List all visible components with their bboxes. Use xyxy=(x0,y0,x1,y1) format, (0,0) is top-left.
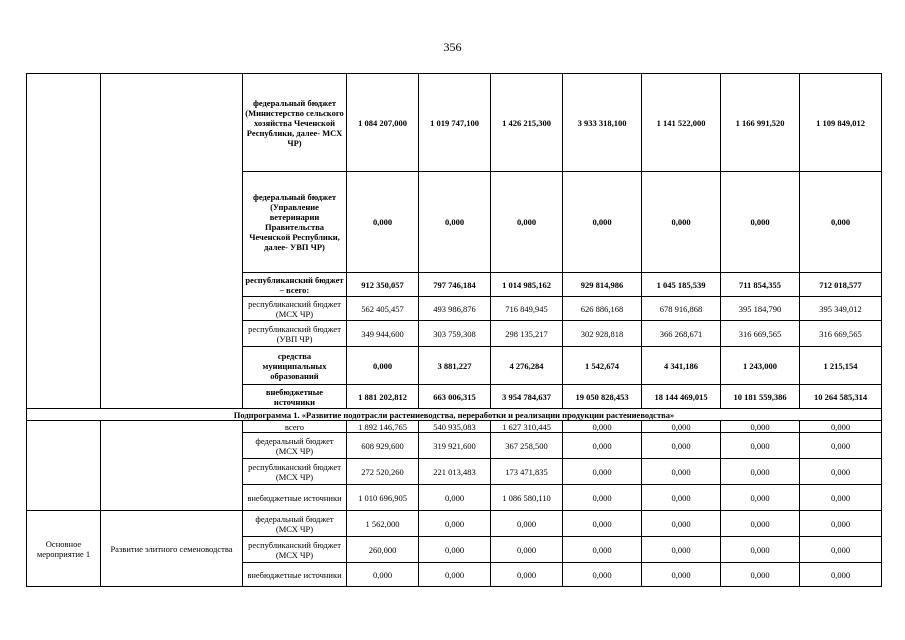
value-cell: 0,000 xyxy=(642,537,721,563)
value-cell: 0,000 xyxy=(563,511,642,537)
source-label: республиканский бюджет – всего: xyxy=(243,273,347,297)
source-label: федеральный бюджет (Управление ветеринарии Правительства Чеченской Республики, далее- УВП ЧР) xyxy=(243,172,347,273)
value-cell: 0,000 xyxy=(563,537,642,563)
value-cell: 0,000 xyxy=(800,511,882,537)
value-cell: 319 921,600 xyxy=(419,433,491,459)
value-cell: 1 086 580,110 xyxy=(491,485,563,511)
value-cell: 4 341,186 xyxy=(642,347,721,385)
value-cell: 711 854,355 xyxy=(721,273,800,297)
value-cell: 716 849,945 xyxy=(491,297,563,321)
value-cell: 1 019 747,100 xyxy=(419,74,491,172)
value-cell: 395 184,790 xyxy=(721,297,800,321)
value-cell: 1 014 985,162 xyxy=(491,273,563,297)
value-cell: 0,000 xyxy=(491,537,563,563)
value-cell: 19 050 828,453 xyxy=(563,385,642,409)
value-cell: 1 243,000 xyxy=(721,347,800,385)
budget-table xyxy=(26,73,882,587)
value-cell: 562 405,457 xyxy=(347,297,419,321)
value-cell: 1 627 310,445 xyxy=(491,421,563,433)
value-cell: 3 954 784,637 xyxy=(491,385,563,409)
value-cell: 0,000 xyxy=(721,433,800,459)
value-cell: 0,000 xyxy=(800,459,882,485)
value-cell: 493 986,876 xyxy=(419,297,491,321)
value-cell: 316 669,565 xyxy=(721,321,800,347)
value-cell: 0,000 xyxy=(563,172,642,273)
value-cell: 0,000 xyxy=(491,563,563,587)
value-cell: 366 268,671 xyxy=(642,321,721,347)
value-cell: 4 276,284 xyxy=(491,347,563,385)
value-cell: 0,000 xyxy=(419,537,491,563)
value-cell: 0,000 xyxy=(721,172,800,273)
empty-cell xyxy=(101,421,243,511)
value-cell: 10 181 559,386 xyxy=(721,385,800,409)
value-cell: 302 928,818 xyxy=(563,321,642,347)
value-cell: 298 135,217 xyxy=(491,321,563,347)
source-label: республиканский бюджет (УВП ЧР) xyxy=(243,321,347,347)
value-cell: 540 935,083 xyxy=(419,421,491,433)
value-cell: 1 141 522,000 xyxy=(642,74,721,172)
value-cell: 0,000 xyxy=(563,485,642,511)
value-cell: 797 746,184 xyxy=(419,273,491,297)
value-cell: 18 144 469,015 xyxy=(642,385,721,409)
value-cell: 1 542,674 xyxy=(563,347,642,385)
value-cell: 1 426 215,300 xyxy=(491,74,563,172)
source-label: республиканский бюджет (МСХ ЧР) xyxy=(243,297,347,321)
value-cell: 0,000 xyxy=(419,172,491,273)
value-cell: 1 562,000 xyxy=(347,511,419,537)
source-label: федеральный бюджет (Министерство сельского хозяйства Чеченской Республики, далее- МСХ ЧР) xyxy=(243,74,347,172)
value-cell: 316 669,565 xyxy=(800,321,882,347)
empty-cell xyxy=(27,74,101,409)
value-cell: 1 084 207,000 xyxy=(347,74,419,172)
subprogram-title: Подпрограмма 1. «Развитие подотрасли растениеводства, переработки и реализации продукции растениеводства» xyxy=(27,409,882,421)
source-label: средства муниципальных образований xyxy=(243,347,347,385)
value-cell: 0,000 xyxy=(642,459,721,485)
value-cell: 1 166 991,520 xyxy=(721,74,800,172)
value-cell: 395 349,012 xyxy=(800,297,882,321)
empty-cell xyxy=(101,74,243,409)
empty-cell xyxy=(27,421,101,511)
value-cell: 10 264 585,314 xyxy=(800,385,882,409)
value-cell: 0,000 xyxy=(721,537,800,563)
source-label: федеральный бюджет (МСХ ЧР) xyxy=(243,433,347,459)
value-cell: 1 881 202,812 xyxy=(347,385,419,409)
value-cell: 0,000 xyxy=(800,485,882,511)
value-cell: 173 471,835 xyxy=(491,459,563,485)
value-cell: 0,000 xyxy=(642,172,721,273)
value-cell: 0,000 xyxy=(347,563,419,587)
value-cell: 0,000 xyxy=(642,563,721,587)
value-cell: 3 881,227 xyxy=(419,347,491,385)
value-cell: 608 929,600 xyxy=(347,433,419,459)
value-cell: 367 258,500 xyxy=(491,433,563,459)
source-label: федеральный бюджет (МСХ ЧР) xyxy=(243,511,347,537)
value-cell: 0,000 xyxy=(491,172,563,273)
value-cell: 303 759,308 xyxy=(419,321,491,347)
value-cell: 1 010 696,905 xyxy=(347,485,419,511)
value-cell: 1 045 185,539 xyxy=(642,273,721,297)
value-cell: 626 886,168 xyxy=(563,297,642,321)
value-cell: 0,000 xyxy=(563,459,642,485)
subprogram-row xyxy=(27,409,882,421)
value-cell: 0,000 xyxy=(721,485,800,511)
value-cell: 0,000 xyxy=(642,421,721,433)
value-cell: 272 520,260 xyxy=(347,459,419,485)
value-cell: 663 006,315 xyxy=(419,385,491,409)
value-cell: 0,000 xyxy=(642,433,721,459)
table-row xyxy=(27,74,882,172)
value-cell: 0,000 xyxy=(347,347,419,385)
value-cell: 349 944,600 xyxy=(347,321,419,347)
value-cell: 0,000 xyxy=(563,421,642,433)
value-cell: 0,000 xyxy=(419,511,491,537)
value-cell: 221 013,483 xyxy=(419,459,491,485)
source-label: всего xyxy=(243,421,347,433)
value-cell: 929 814,986 xyxy=(563,273,642,297)
value-cell: 0,000 xyxy=(491,511,563,537)
value-cell: 0,000 xyxy=(642,485,721,511)
value-cell: 712 018,577 xyxy=(800,273,882,297)
value-cell: 0,000 xyxy=(800,172,882,273)
value-cell: 0,000 xyxy=(419,485,491,511)
value-cell: 0,000 xyxy=(800,563,882,587)
value-cell: 0,000 xyxy=(721,459,800,485)
table-row xyxy=(27,511,882,537)
value-cell: 0,000 xyxy=(800,537,882,563)
value-cell: 912 350,057 xyxy=(347,273,419,297)
source-label: республиканский бюджет (МСХ ЧР) xyxy=(243,459,347,485)
value-cell: 0,000 xyxy=(721,563,800,587)
value-cell: 0,000 xyxy=(721,511,800,537)
value-cell: 678 916,868 xyxy=(642,297,721,321)
source-label: внебюджетные источники xyxy=(243,385,347,409)
value-cell: 0,000 xyxy=(642,511,721,537)
measure-description: Развитие элитного семеноводства xyxy=(101,511,243,587)
value-cell: 1 109 849,012 xyxy=(800,74,882,172)
value-cell: 0,000 xyxy=(800,421,882,433)
value-cell: 3 933 318,100 xyxy=(563,74,642,172)
measure-name: Основное мероприятие 1 xyxy=(27,511,101,587)
value-cell: 0,000 xyxy=(347,172,419,273)
source-label: внебюджетные источники xyxy=(243,563,347,587)
value-cell: 260,000 xyxy=(347,537,419,563)
value-cell: 0,000 xyxy=(563,433,642,459)
value-cell: 0,000 xyxy=(800,433,882,459)
page-number: 356 xyxy=(443,40,462,54)
value-cell: 0,000 xyxy=(721,421,800,433)
source-label: внебюджетные источники xyxy=(243,485,347,511)
value-cell: 0,000 xyxy=(419,563,491,587)
source-label: республиканский бюджет (МСХ ЧР) xyxy=(243,537,347,563)
value-cell: 1 215,154 xyxy=(800,347,882,385)
table-row xyxy=(27,421,882,433)
value-cell: 0,000 xyxy=(563,563,642,587)
value-cell: 1 892 146,765 xyxy=(347,421,419,433)
budget-table-body xyxy=(27,74,882,587)
